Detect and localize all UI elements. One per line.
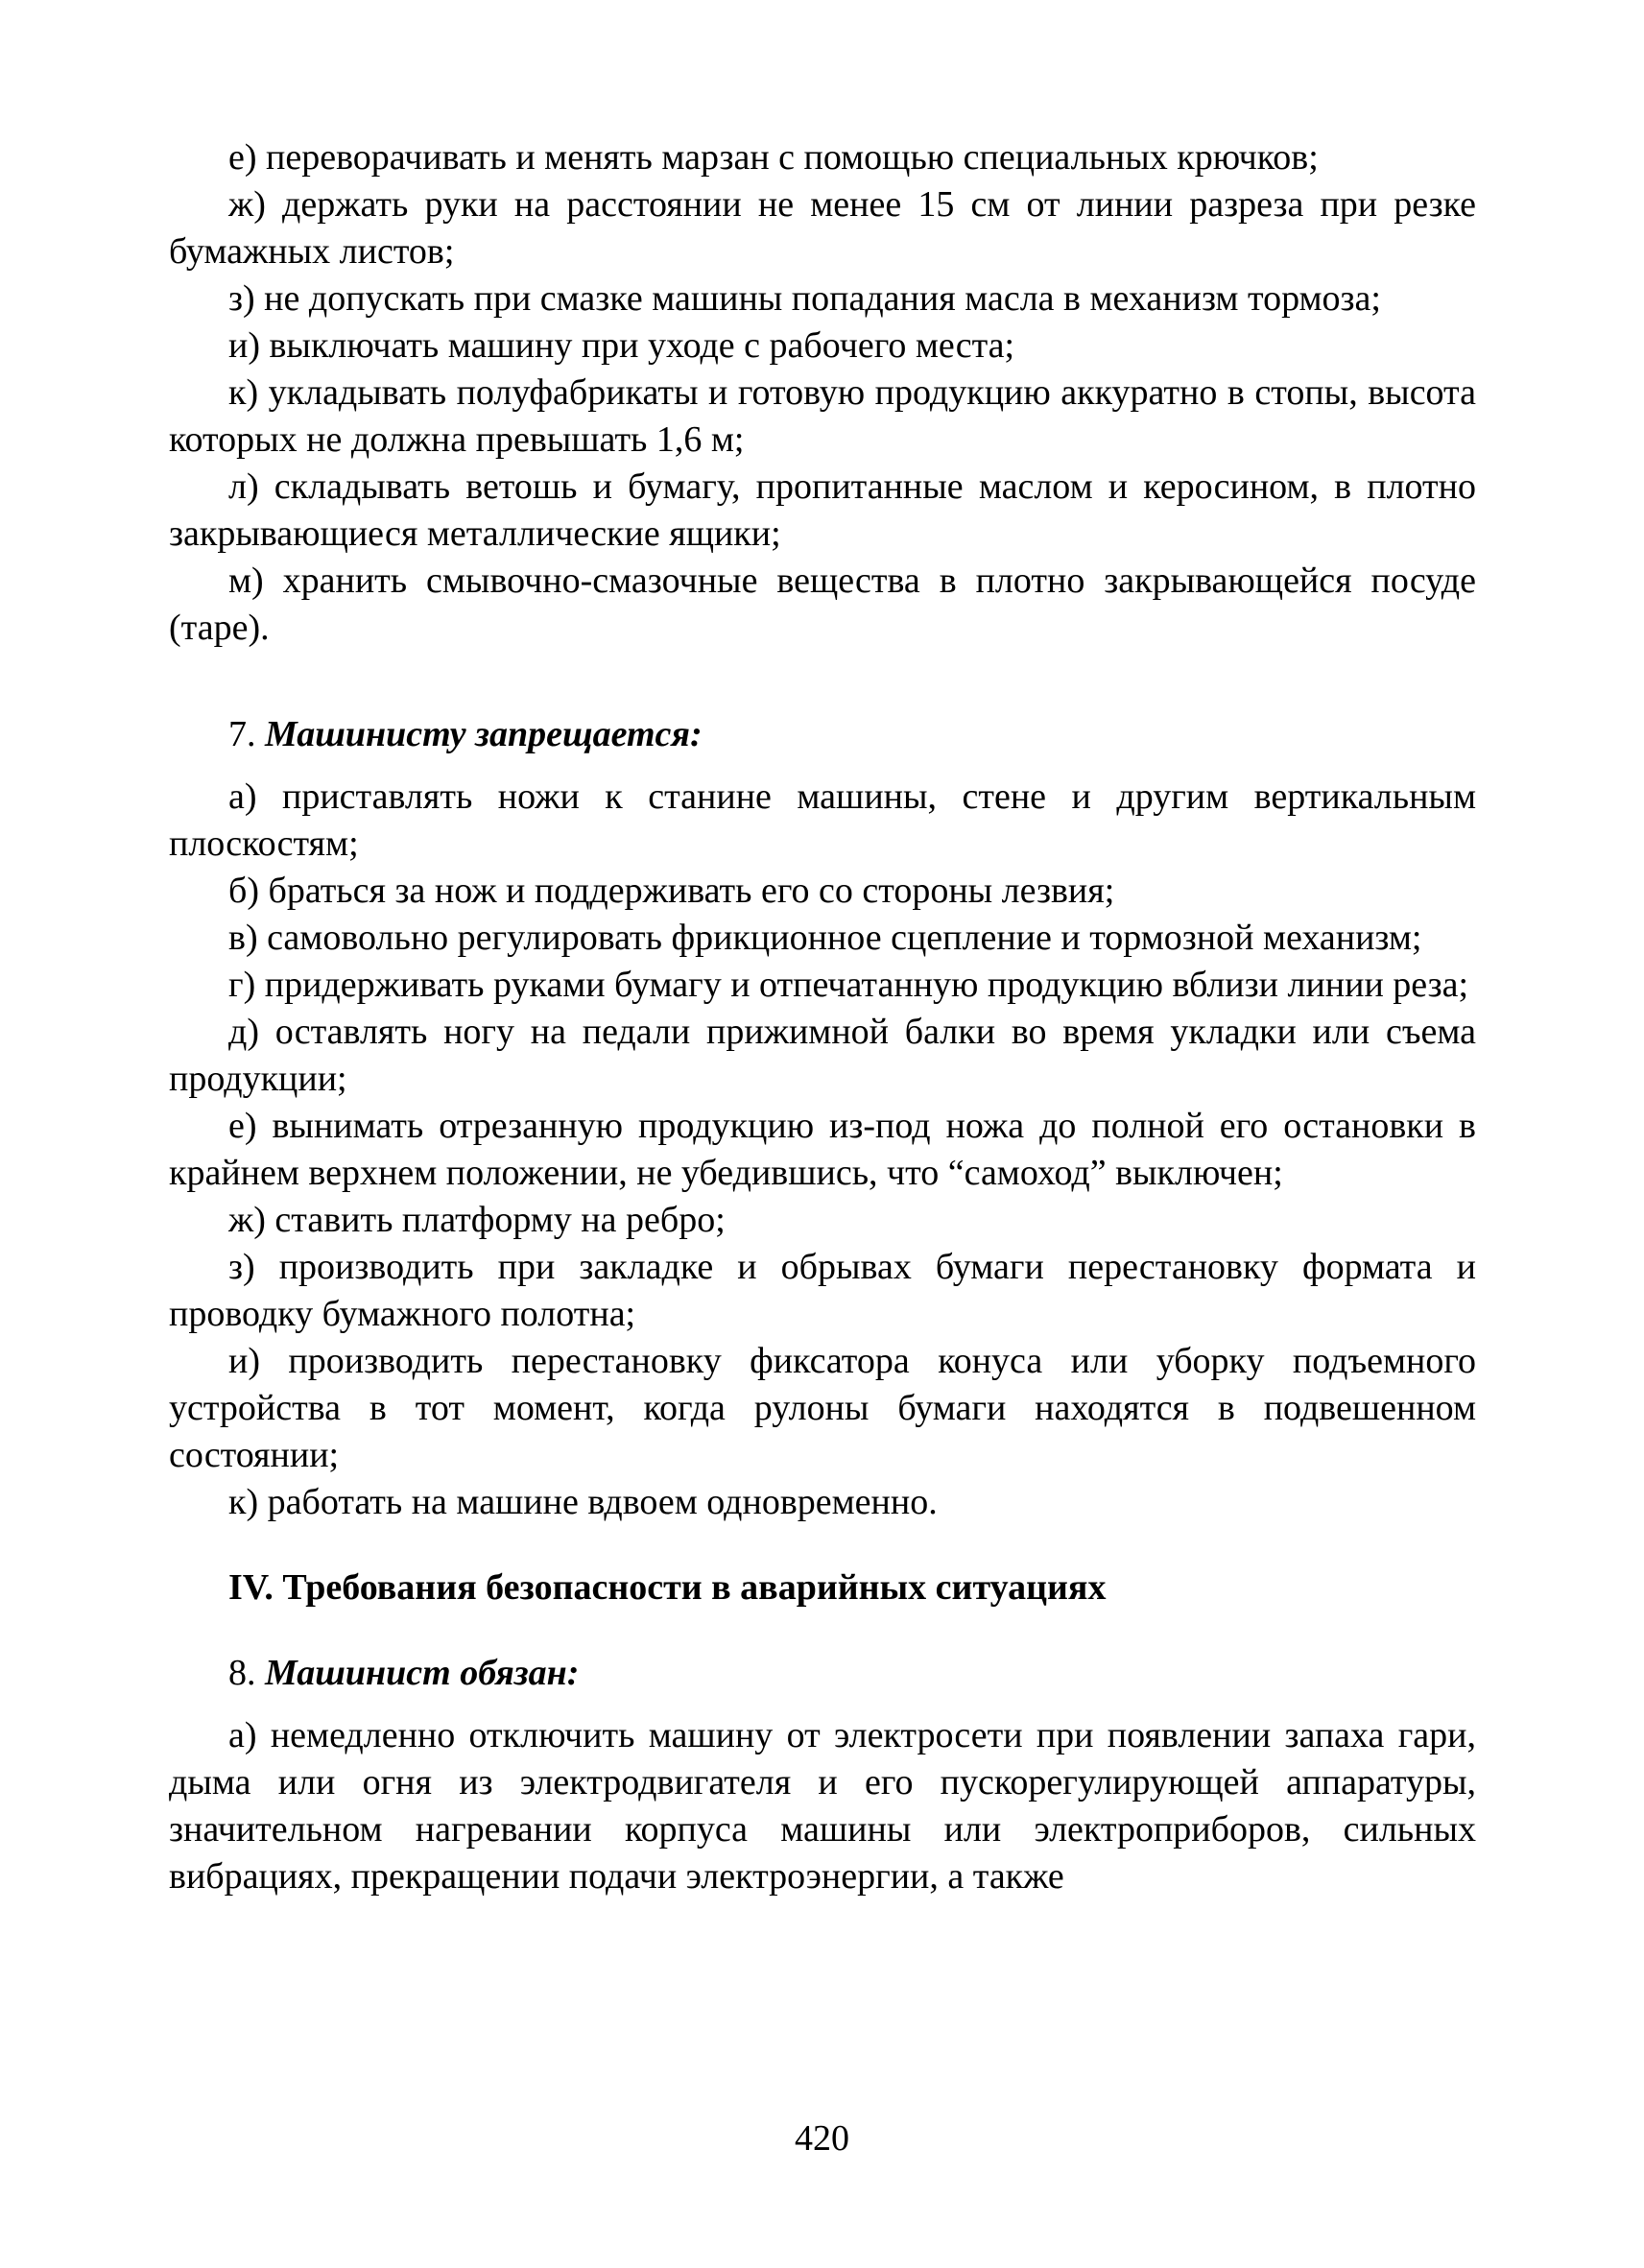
list-item: л) складывать ветошь и бумагу, пропитанные маслом и керосином, в плотно закрывающиеся металлические ящики; [169,466,1476,554]
section-7-number: 7. [228,714,256,754]
page-number: 420 [795,2118,849,2159]
list-item: м) хранить смывочно-смазочные вещества в плотно закрывающейся посуде (таре). [169,561,1476,648]
list-item: и) выключать машину при уходе с рабочего места; [228,325,1015,366]
section-8-list [169,1712,1476,1900]
list-item: з) производить при закладке и обрывах бумаги перестановку формата и проводку бумажного полотна; [169,1247,1476,1334]
list-continued [169,134,1476,652]
list-item: к) работать на машине вдвоем одновременно. [228,1482,938,1522]
list-item: и) производить перестановку фиксатора конуса или уборку подъемного устройства в тот момент, когда рулоны бумаги находятся в подвешенном состоянии; [169,1341,1476,1475]
section-8-heading [169,1650,1476,1697]
list-item: е) переворачивать и менять марзан с помощью специальных крючков; [228,137,1319,178]
list-item: в) самовольно регулировать фрикционное сцепление и тормозной механизм; [228,918,1422,958]
list-item: а) приставлять ножи к станине машины, стене и другим вертикальным плоскостям; [169,776,1476,864]
list-item: д) оставлять ногу на педали прижимной балки во время укладки или съема продукции; [169,1012,1476,1099]
section-iv-heading: IV. Требования безопасности в аварийных ситуациях [228,1567,1107,1608]
list-item: а) немедленно отключить машину от электросети при появлении запаха гари, дыма или огня из электродвигателя и его пускорегулирующей аппаратуры, значительном нагревании корпуса машины или электроприборов, сильных вибрациях, прекращении подачи электроэнергии, а также [169,1715,1476,1897]
list-item: к) укладывать полуфабрикаты и готовую продукцию аккуратно в стопы, высота которых не должна превышать 1,6 м; [169,372,1476,460]
document-page [169,134,1476,1900]
section-8-number: 8. [228,1653,256,1693]
list-item: з) не допускать при смазке машины попадания масла в механизм тормоза; [228,278,1381,319]
section-7-heading [169,711,1476,758]
list-item: б) браться за нож и поддерживать его со стороны лезвия; [228,871,1115,911]
list-item: г) придерживать руками бумагу и отпечатанную продукцию вблизи линии реза; [228,965,1469,1005]
list-item: ж) ставить платформу на ребро; [228,1200,726,1240]
section-8-title: Машинист обязан: [265,1653,580,1693]
list-item: е) вынимать отрезанную продукцию из-под ножа до полной его остановки в крайнем верхнем положении, не убедившись, что “самоход” выключен; [169,1106,1476,1193]
section-7-title: Машинисту запрещается: [265,714,703,754]
section-7-list [169,774,1476,1526]
list-item: ж) держать руки на расстоянии не менее 15 см от линии разреза при резке бумажных листов; [169,184,1476,272]
